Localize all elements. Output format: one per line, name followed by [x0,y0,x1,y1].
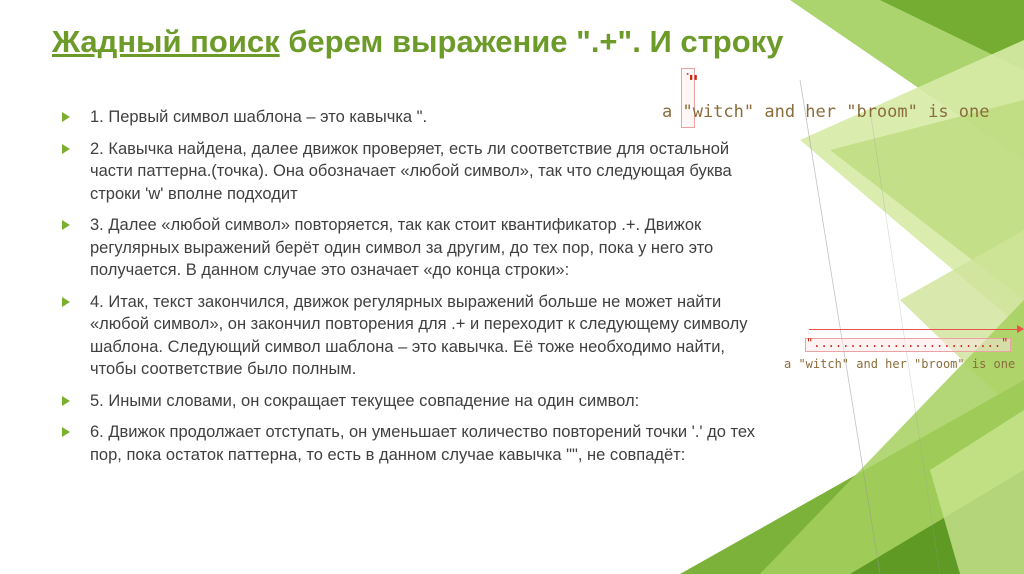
bullet-arrow-icon [62,112,70,122]
bullet-text: 1. Первый символ шаблона – это кавычка ". [90,108,428,126]
pattern-quote: " [688,72,699,93]
bullet-item-6 [62,421,774,466]
bullet-arrow-icon [62,144,70,154]
example-string: a "witch" and her "broom" is one [784,357,1016,371]
bullet-text: 6. Движок продолжает отступать, он уменьшает количество повторений точки '.' до тех пор, пока остаток паттерна, то есть в данном случае кавычка "", не совпадёт: [90,423,755,464]
bullet-text: 5. Иными словами, он сокращает текущее совпадение на один символ: [90,391,640,410]
progress-arrow-line [809,329,1021,330]
bullet-text: 2. Кавычка найдена, далее движок проверяет, есть ли соответствие для остальной части паттерна.(точка). Она обозначает «любой символ», так что следующая буква строки 'w' вполне подходит [90,139,732,203]
bullet-item-4 [62,291,774,381]
bullet-text: 3. Далее «любой символ» повторяется, так как стоит квантификатор .+. Движок регулярных выражений берёт один символ за другим, до тех пор, пока у него это получается. В данном случае это означает «до конца строки»: [90,216,714,279]
bullet-item-2 [62,138,774,206]
example-string: a "witch" and her "broom" is one [662,102,990,122]
slide-title [52,24,783,60]
title-rest: берем выражение ".+". И строку [279,24,784,59]
bullet-list [62,106,774,475]
pattern-dots: ".........................." [806,336,1009,350]
arrow-head-icon [1017,325,1024,333]
bullet-text: 4. Итак, текст закончился, движок регулярных выражений больше не может найти «любой символ», он закончил повторения для .+ и переходит к следующему символу шаблона. Следующий символ шаблона – это кавычка. Её тоже необходимо найти, чтобы соответствие было полным. [90,292,748,378]
bullet-arrow-icon [62,220,70,230]
bullet-item-5 [62,390,774,413]
bullet-arrow-icon [62,297,70,307]
bullet-item-3 [62,214,774,282]
title-underlined: Жадный поиск [52,24,280,59]
bullet-arrow-icon [62,396,70,406]
pattern-marker: . [684,64,692,78]
bullet-arrow-icon [62,427,70,437]
